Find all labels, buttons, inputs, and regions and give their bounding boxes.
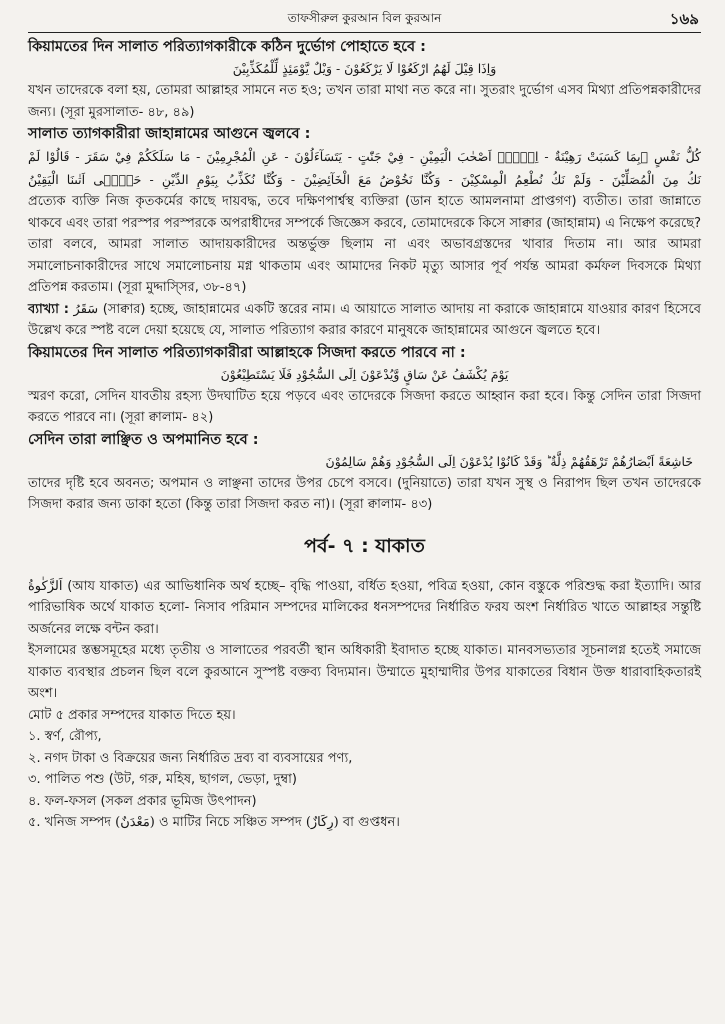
list-item-label: ৫. খনিজ সম্পদ	[28, 815, 111, 830]
list-item-text: ও মাটির নিচে সঞ্চিত সম্পদ	[159, 815, 302, 830]
heading-cannot-prostrate: কিয়ামতের দিন সালাত পরিত্যাগকারীরা আল্লাহকে সিজদা করতে পারবে না :	[28, 344, 466, 361]
arabic-verse: خَاشِعَةً اَبْصَارُهُمْ تَرْهَقُهُمْ ذِلَّةٌ ؕ وَقَدْ كَانُوْا يُدْعَوْنَ اِلَى السُّجُوْدِ وَهُمْ سَالِمُوْنَ	[325, 453, 693, 469]
chapter-title: পর্ব- ৭ : যাকাত	[304, 534, 425, 557]
heading-woe: কিয়ামতের দিন সালাত পরিত্যাগকারীকে কঠিন দুর্ভোগ পোহাতে হবে :	[28, 39, 426, 55]
arabic-verse-line-1: كُلُّ نَفْسٍ ۢبِمَا كَسَبَتْ رَهِيْنَةٌ - اِلَّاۤ اَصْحٰبَ الْيَمِيْنِ - فِيْ جَنّٰتٍ - يَتَسَآءَلُوْنَ - عَنِ الْمُجْرِمِيْنَ - مَا سَلَكَكُمْ فِيْ سَقَرَ - قَالُوْا لَمْ	[28, 149, 701, 164]
zakat-types-list	[28, 726, 701, 834]
list-item: ২. নগদ টাকা ও বিক্রয়ের জন্য নির্ধারিত দ্রব্য বা ব্যবসায়ের পণ্য,	[28, 750, 353, 766]
translation-paragraph: তাদের দৃষ্টি হবে অবনত; অপমান ও লাঞ্ছনা তাদের উপর চেপে বসবে। (দুনিয়াতে) তারা যখন সুস্থ ও নিরাপদ ছিল তখন তাদেরকে সিজদা করার জন্য ডাকা হতো (কিন্তু তারা সিজদা করত না)। (সূরা ক্বালাম- ৪৩)	[28, 475, 701, 512]
running-header	[28, 8, 701, 30]
heading-hellfire: সালাত ত্যাগকারীরা জাহান্নামের আগুনে জ্বলবে :	[28, 126, 311, 142]
inline-arabic-term: سَقَرُ	[73, 301, 99, 317]
heading-humiliated: সেদিন তারা লাঞ্ছিত ও অপমানিত হবে :	[28, 431, 259, 448]
section-humiliated	[28, 430, 701, 516]
definition-text: (আয যাকাত) এর আভিধানিক অর্থ হচ্ছে– বৃদ্ধি পাওয়া, বর্ধিত হওয়া, পবিত্র হওয়া, কোন বস্তুকে পরিশুদ্ধ করা ইত্যাদি। আর পারিভাষিক অর্থে যাকাত হলো- নিসাব পরিমান সম্পদের মালিকের ধনসম্পদের নির্ধারিত ফরয অংশ নির্ধারিত খাতে আল্লাহর সন্তুষ্টি অর্জনের লক্ষে বন্টন করা।	[28, 578, 701, 637]
zakat-history-paragraph: ইসলামের স্তম্ভসমূহের মধ্যে তৃতীয় ও সালাতের পরবর্তী স্থান অধিকারী ইবাদাত হচ্ছে যাকাত। মানবসভ্যতার সূচনালগ্ন হতেই সমাজে যাকাত ব্যবস্থার প্রচলন ছিল বলে কুরআনে সুস্পষ্ট বক্তব্য বিদ্যমান। উম্মাতে মুহাম্মাদীর উপর যাকাতের বিধান উক্ত ধারাবাহিকতারই অংশ।	[28, 643, 701, 701]
zakat-types-intro: মোট ৫ প্রকার সম্পদের যাকাত দিতে হয়।	[28, 707, 236, 723]
header-rule	[28, 32, 701, 33]
translation-paragraph: স্মরণ করো, সেদিন যাবতীয় রহস্য উদঘাটিত হয়ে পড়বে এবং তাদেরকে সিজদা করতে আহ্বান করা হবে। কিন্তু সেদিন তারা সিজদা করতে পারবে না। (সূরা ক্বালাম- ৪২)	[28, 388, 701, 425]
list-item: ৪. ফল-ফসল (সকল প্রকার ভূমিজ উৎপাদন)	[28, 793, 257, 809]
list-item: ৩. পালিত পশু (উট, গরু, মহিষ, ছাগল, ভেড়া, দুম্বা)	[28, 772, 297, 787]
inline-arabic-term: اَلزَّكٰوةُ	[28, 578, 63, 594]
page-number: ১৬৯	[669, 10, 699, 28]
list-item	[28, 812, 701, 834]
zakat-definition-paragraph	[28, 576, 701, 641]
translation-paragraph: যখন তাদেরকে বলা হয়, তোমরা আল্লাহর সামনে নত হও; তখন তারা মাথা নত করে না। সুতরাং দুর্ভোগ এসব মিথ্যা প্রতিপন্নকারীদের জন্য। (সূরা মুরসালাত- ৪৮, ৪৯)	[28, 83, 701, 120]
translation-paragraph: প্রত্যেক ব্যক্তি নিজ কৃতকর্মের কাছে দায়বদ্ধ, তবে দক্ষিণপার্শ্বস্থ ব্যক্তিরা (ডান হাতে আমলনামা প্রাপ্তগণ) ব্যতীত। তারা জান্নাতে থাকবে এবং তারা পরস্পর পরস্পরকে অপরাধীদের সম্পর্কে জিজ্ঞেস করবে, তোমাদেরকে কিসে সাক্বার (জাহান্নাম) এ নিক্ষেপ করেছে? তারা বলবে, আমরা সালাত আদায়কারীদের অন্তর্ভুক্ত ছিলাম না এবং অভাবগ্রস্তদের খাবার দিতাম না। আর আমরা সমালোচনাকারীদের সাথে সমালোচনায় মগ্ন থাকতাম এবং আমাদের নিকট মৃত্যু আসার পূর্ব পর্যন্ত আমরা কর্মফল দিবসকে মিথ্যা প্রতিপন্ন করতাম। (সূরা মুদ্দাস্সির, ৩৮-৪৭)	[28, 194, 701, 295]
running-title: তাফসীরুল কুরআন বিল কুরআন	[287, 11, 442, 25]
inline-arabic-term: (مَعْدَنٌ)	[115, 815, 155, 830]
inline-arabic-term: (رِكَازٌ)	[305, 815, 339, 830]
arabic-verse-line-2: نَكُ مِنَ الْمُصَلِّيْنَ - وَلَمْ نَكُ نُطْعِمُ الْمِسْكِيْنَ - وَكُنَّا نَخُوْضُ مَعَ الْخَآئِضِيْنَ - وَكُنَّا نُكَذِّبُ بِيَوْمِ الدِّيْنِ - حَتّٰۤى اَتٰىنَا الْيَقِيْنُ	[28, 172, 701, 187]
explanation-paragraph	[28, 299, 701, 342]
section-hellfire	[28, 124, 701, 342]
section-cannot-prostrate	[28, 343, 701, 429]
explanation-text: (সাক্বার) হচ্ছে, জাহান্নামের একটি স্তরের নাম। এ আয়াতে সালাত আদায় না করাকে জাহান্নামে যাওয়ার কারণ হিসেবে উল্লেখ করে স্পষ্ট বলে দেয়া হয়েছে যে, সালাত পরিত্যাগ করার কারণে মানুষকে জাহান্নামের আগুনে জ্বলতে হবে।	[28, 301, 702, 338]
section-zakat	[28, 576, 701, 834]
section-prayer-abandon-woe	[28, 37, 701, 123]
explanation-label: ব্যাখ্যা :	[28, 301, 69, 317]
list-item-text: বা গুপ্তধন।	[342, 815, 400, 830]
list-item: ১. স্বর্ণ, রৌপ্য,	[28, 729, 102, 744]
arabic-verse: وَاِذَا قِيْلَ لَهُمُ ارْكَعُوْا لَا يَرْكَعُوْنَ - وَيْلٌ يَّوْمَئِذٍ لِّلْمُكَذِّبِيْنَ	[232, 61, 497, 76]
arabic-verse: يَوْمَ يُكْشَفُ عَنْ سَاقٍ وَّيُدْعَوْنَ اِلَى السُّجُوْدِ فَلَا يَسْتَطِيْعُوْنَ	[220, 366, 509, 382]
